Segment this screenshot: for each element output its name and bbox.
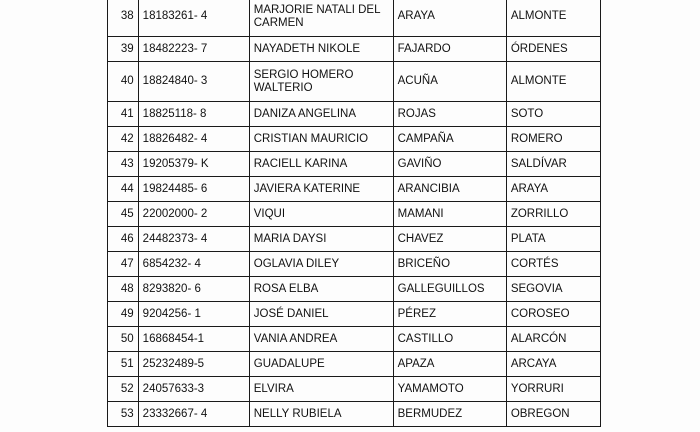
- row-number-cell: 51: [108, 352, 139, 377]
- maternal-surname-cell: ALARCÓN: [506, 327, 600, 352]
- first-names-cell: JOSÉ DANIEL: [249, 302, 393, 327]
- maternal-surname-cell: OBREGON: [506, 402, 600, 427]
- first-names-cell: NELLY RUBIELA: [249, 402, 393, 427]
- paternal-surname-cell: MAMANI: [393, 202, 506, 227]
- row-number-cell: 49: [108, 302, 139, 327]
- maternal-surname-cell: ARCAYA: [506, 352, 600, 377]
- row-number-cell: 45: [108, 202, 139, 227]
- first-names-cell: GUADALUPE: [249, 352, 393, 377]
- row-number-cell: 43: [108, 152, 139, 177]
- rut-cell: 25232489-5: [138, 352, 249, 377]
- first-names-cell: ROSA ELBA: [249, 277, 393, 302]
- table-row: [108, 327, 601, 352]
- paternal-surname-cell: GALLEGUILLOS: [393, 277, 506, 302]
- maternal-surname-cell: CORTÉS: [506, 252, 600, 277]
- paternal-surname-cell: PÉREZ: [393, 302, 506, 327]
- paternal-surname-cell: CASTILLO: [393, 327, 506, 352]
- maternal-surname-cell: SEGOVIA: [506, 277, 600, 302]
- table-row: [108, 227, 601, 252]
- first-names-cell: NAYADETH NIKOLE: [249, 37, 393, 62]
- rut-cell: 16868454-1: [138, 327, 249, 352]
- paternal-surname-cell: ROJAS: [393, 102, 506, 127]
- rut-cell: 18825118- 8: [138, 102, 249, 127]
- row-number-cell: 47: [108, 252, 139, 277]
- rut-cell: 19205379- K: [138, 152, 249, 177]
- table-row: [108, 37, 601, 62]
- table-row: [108, 277, 601, 302]
- row-number-cell: 41: [108, 102, 139, 127]
- rut-cell: 9204256- 1: [138, 302, 249, 327]
- paternal-surname-cell: GAVIÑO: [393, 152, 506, 177]
- maternal-surname-cell: ZORRILLO: [506, 202, 600, 227]
- table-row: [108, 62, 601, 102]
- rut-cell: 19824485- 6: [138, 177, 249, 202]
- table-row: [108, 0, 601, 37]
- row-number-cell: 40: [108, 62, 139, 102]
- rut-cell: 18826482- 4: [138, 127, 249, 152]
- rut-cell: 22002000- 2: [138, 202, 249, 227]
- maternal-surname-cell: ALMONTE: [506, 0, 600, 37]
- rut-cell: 18183261- 4: [138, 0, 249, 37]
- first-names-cell: MARIA DAYSI: [249, 227, 393, 252]
- maternal-surname-cell: YORRURI: [506, 377, 600, 402]
- roster-body: [108, 0, 601, 427]
- paternal-surname-cell: ARANCIBIA: [393, 177, 506, 202]
- table-row: [108, 177, 601, 202]
- paternal-surname-cell: ARAYA: [393, 0, 506, 37]
- table-row: [108, 352, 601, 377]
- first-names-cell: ELVIRA: [249, 377, 393, 402]
- first-names-cell: OGLAVIA DILEY: [249, 252, 393, 277]
- first-names-cell: SERGIO HOMERO WALTERIO: [249, 62, 393, 102]
- first-names-cell: RACIELL KARINA: [249, 152, 393, 177]
- table-row: [108, 377, 601, 402]
- paternal-surname-cell: FAJARDO: [393, 37, 506, 62]
- table-row: [108, 302, 601, 327]
- rut-cell: 23332667- 4: [138, 402, 249, 427]
- rut-cell: 8293820- 6: [138, 277, 249, 302]
- rut-cell: 24482373- 4: [138, 227, 249, 252]
- maternal-surname-cell: ROMERO: [506, 127, 600, 152]
- paternal-surname-cell: APAZA: [393, 352, 506, 377]
- table-row: [108, 202, 601, 227]
- maternal-surname-cell: ÓRDENES: [506, 37, 600, 62]
- maternal-surname-cell: SOTO: [506, 102, 600, 127]
- maternal-surname-cell: PLATA: [506, 227, 600, 252]
- student-roster-table: [107, 0, 601, 427]
- rut-cell: 18824840- 3: [138, 62, 249, 102]
- row-number-cell: 39: [108, 37, 139, 62]
- table-row: [108, 252, 601, 277]
- paternal-surname-cell: CAMPAÑA: [393, 127, 506, 152]
- paternal-surname-cell: CHAVEZ: [393, 227, 506, 252]
- table-row: [108, 152, 601, 177]
- first-names-cell: MARJORIE NATALI DEL CARMEN: [249, 0, 393, 37]
- table-row: [108, 127, 601, 152]
- first-names-cell: VANIA ANDREA: [249, 327, 393, 352]
- maternal-surname-cell: ALMONTE: [506, 62, 600, 102]
- table-row: [108, 102, 601, 127]
- rut-cell: 18482223- 7: [138, 37, 249, 62]
- row-number-cell: 38: [108, 0, 139, 37]
- paternal-surname-cell: BRICEÑO: [393, 252, 506, 277]
- rut-cell: 24057633-3: [138, 377, 249, 402]
- row-number-cell: 53: [108, 402, 139, 427]
- row-number-cell: 42: [108, 127, 139, 152]
- table-row: [108, 402, 601, 427]
- maternal-surname-cell: COROSEO: [506, 302, 600, 327]
- first-names-cell: VIQUI: [249, 202, 393, 227]
- paternal-surname-cell: BERMUDEZ: [393, 402, 506, 427]
- row-number-cell: 52: [108, 377, 139, 402]
- row-number-cell: 50: [108, 327, 139, 352]
- row-number-cell: 46: [108, 227, 139, 252]
- rut-cell: 6854232- 4: [138, 252, 249, 277]
- first-names-cell: JAVIERA KATERINE: [249, 177, 393, 202]
- row-number-cell: 48: [108, 277, 139, 302]
- paternal-surname-cell: YAMAMOTO: [393, 377, 506, 402]
- row-number-cell: 44: [108, 177, 139, 202]
- paternal-surname-cell: ACUÑA: [393, 62, 506, 102]
- first-names-cell: DANIZA ANGELINA: [249, 102, 393, 127]
- maternal-surname-cell: ARAYA: [506, 177, 600, 202]
- maternal-surname-cell: SALDÍVAR: [506, 152, 600, 177]
- first-names-cell: CRISTIAN MAURICIO: [249, 127, 393, 152]
